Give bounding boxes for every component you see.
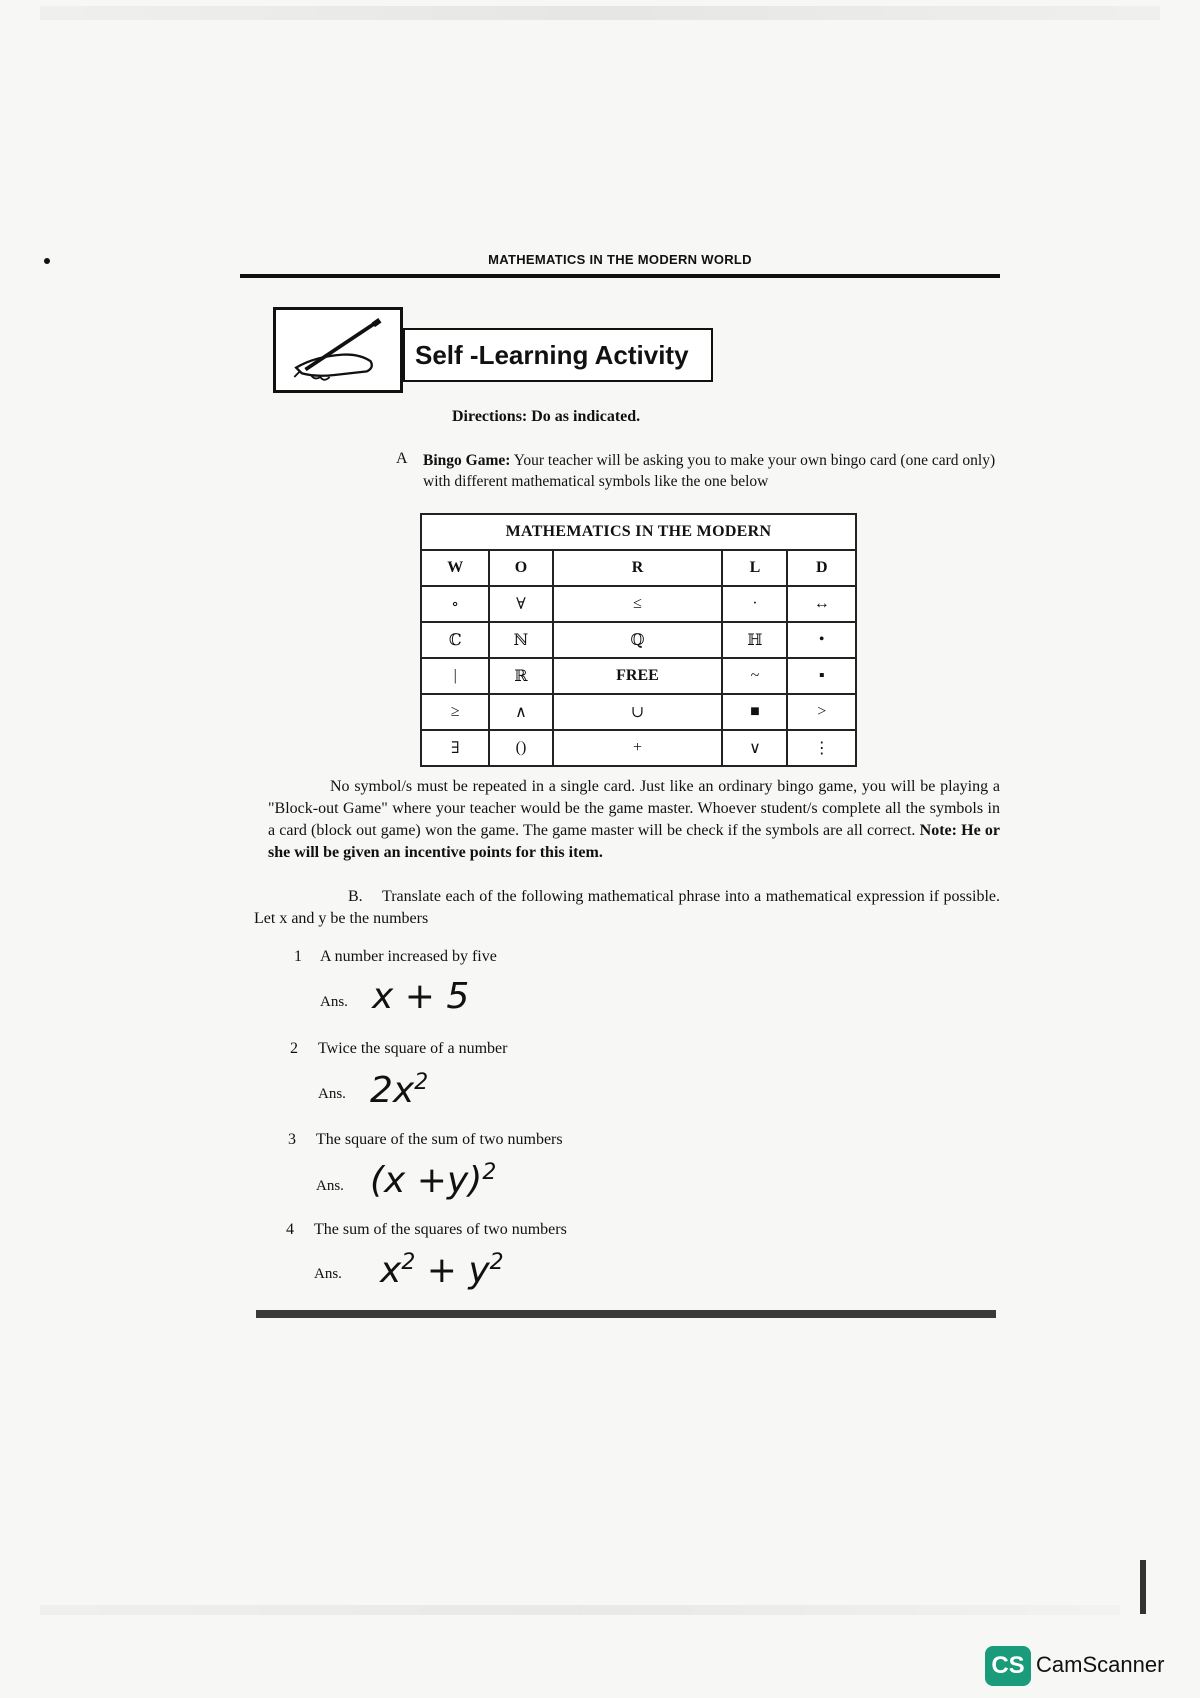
bingo-cell: ℂ: [421, 622, 489, 658]
bingo-row: [421, 586, 856, 622]
bingo-free-cell: FREE: [553, 658, 723, 694]
bingo-row: [421, 622, 856, 658]
section-a-note-bold: Note: He or she will be given an incentive points for this item.: [268, 822, 1001, 861]
bingo-caption: MATHEMATICS IN THE MODERN: [421, 514, 856, 550]
handwritten-answer: [370, 1070, 428, 1111]
question-text: The square of the sum of two numbers: [316, 1131, 563, 1148]
bingo-cell: |: [421, 658, 489, 694]
question-text: Twice the square of a number: [318, 1040, 508, 1057]
handwritten-answer: x + 5: [372, 976, 470, 1017]
bingo-cell: >: [787, 694, 856, 730]
bingo-cell: •: [787, 622, 856, 658]
bingo-cell: ℝ: [489, 658, 552, 694]
answer-label: Ans.: [316, 1178, 344, 1194]
question-number: 3: [288, 1131, 296, 1148]
question-text: A number increased by five: [320, 948, 497, 965]
bingo-column-header: R: [553, 550, 723, 586]
bingo-card-table: [420, 513, 857, 767]
bingo-column-header: D: [787, 550, 856, 586]
scan-dot: [44, 258, 50, 264]
writing-hand-icon: [273, 307, 403, 393]
section-b-letter: B.: [348, 888, 363, 905]
bingo-cell: ·: [722, 586, 787, 622]
bingo-column-header: L: [722, 550, 787, 586]
camscanner-watermark-text: CamScanner: [1036, 1652, 1165, 1677]
bingo-cell: ▪: [787, 658, 856, 694]
bingo-cell: ℕ: [489, 622, 552, 658]
answer-exponent: 2: [401, 1250, 416, 1275]
bingo-cell: ∘: [421, 586, 489, 622]
answer-exponent: 2: [482, 1160, 497, 1185]
scan-corner-mark: [1140, 1560, 1146, 1614]
bingo-cell: +: [553, 730, 723, 766]
section-b-paragraph: [254, 886, 1000, 930]
header-rule: [240, 274, 1000, 278]
bingo-column-header: W: [421, 550, 489, 586]
footer-rule: [256, 1310, 996, 1318]
activity-title: Self -Learning Activity: [403, 328, 713, 382]
handwritten-answer: [370, 1160, 496, 1201]
bingo-column-header: O: [489, 550, 552, 586]
bingo-row: [421, 730, 856, 766]
bingo-cell: ∀: [489, 586, 552, 622]
bingo-cell: ≤: [553, 586, 723, 622]
bingo-cell: ℚ: [553, 622, 723, 658]
answer-label: Ans.: [314, 1266, 342, 1282]
answer-base: (x +y): [370, 1160, 483, 1201]
bingo-cell: ≥: [421, 694, 489, 730]
question-number: 2: [290, 1040, 298, 1057]
camscanner-logo-icon: CS: [985, 1646, 1031, 1686]
bingo-cell: ∧: [489, 694, 552, 730]
question-number: 4: [286, 1221, 294, 1238]
bingo-row: [421, 658, 856, 694]
page-header-title: MATHEMATICS IN THE MODERN WORLD: [488, 252, 752, 267]
question-number: 1: [294, 948, 302, 965]
answer-exponent: 2: [489, 1250, 504, 1275]
section-a-note-text: No symbol/s must be repeated in a single card. Just like an ordinary bingo game, you will be playing a "Block-out Game" where your teacher would be the game master. Whoever student/s complete all the symbols in a card (block out game) won the game. The game master will be check if the symbols are all correct.: [268, 778, 1000, 839]
bingo-cell: ℍ: [722, 622, 787, 658]
bingo-row: [421, 694, 856, 730]
directions-text: Directions: Do as indicated.: [452, 408, 641, 425]
scan-smudge-top: [40, 6, 1160, 20]
answer-exponent: 2: [414, 1070, 429, 1095]
bingo-cell: ~: [722, 658, 787, 694]
bingo-cell: ↔: [787, 586, 856, 622]
answer-label: Ans.: [320, 994, 348, 1010]
bingo-cell: (): [489, 730, 552, 766]
section-a-body: Your teacher will be asking you to make your own bingo card (one card only) with different mathematical symbols like the one below: [423, 452, 996, 490]
question-text: The sum of the squares of two numbers: [314, 1221, 567, 1238]
section-a-label: Bingo Game:: [423, 452, 511, 469]
answer-base: 2x: [370, 1070, 415, 1111]
bingo-cell: ∨: [722, 730, 787, 766]
section-a-note-paragraph: [268, 776, 1000, 864]
bingo-cell: ∃: [421, 730, 489, 766]
bingo-cell: ⋮: [787, 730, 856, 766]
handwritten-answer: [380, 1250, 504, 1291]
bingo-cell: ∪: [553, 694, 723, 730]
bingo-cell: ■: [722, 694, 787, 730]
answer-part: + y: [415, 1250, 490, 1291]
section-a-text: [423, 450, 998, 492]
answer-label: Ans.: [318, 1086, 346, 1102]
section-a-letter: A: [396, 450, 408, 467]
section-b-text: Translate each of the following mathematical phrase into a mathematical expression if possible. Let x and y be the numbers: [254, 888, 1000, 927]
answer-part: x: [380, 1250, 402, 1291]
scan-smudge-bottom: [40, 1605, 1120, 1615]
